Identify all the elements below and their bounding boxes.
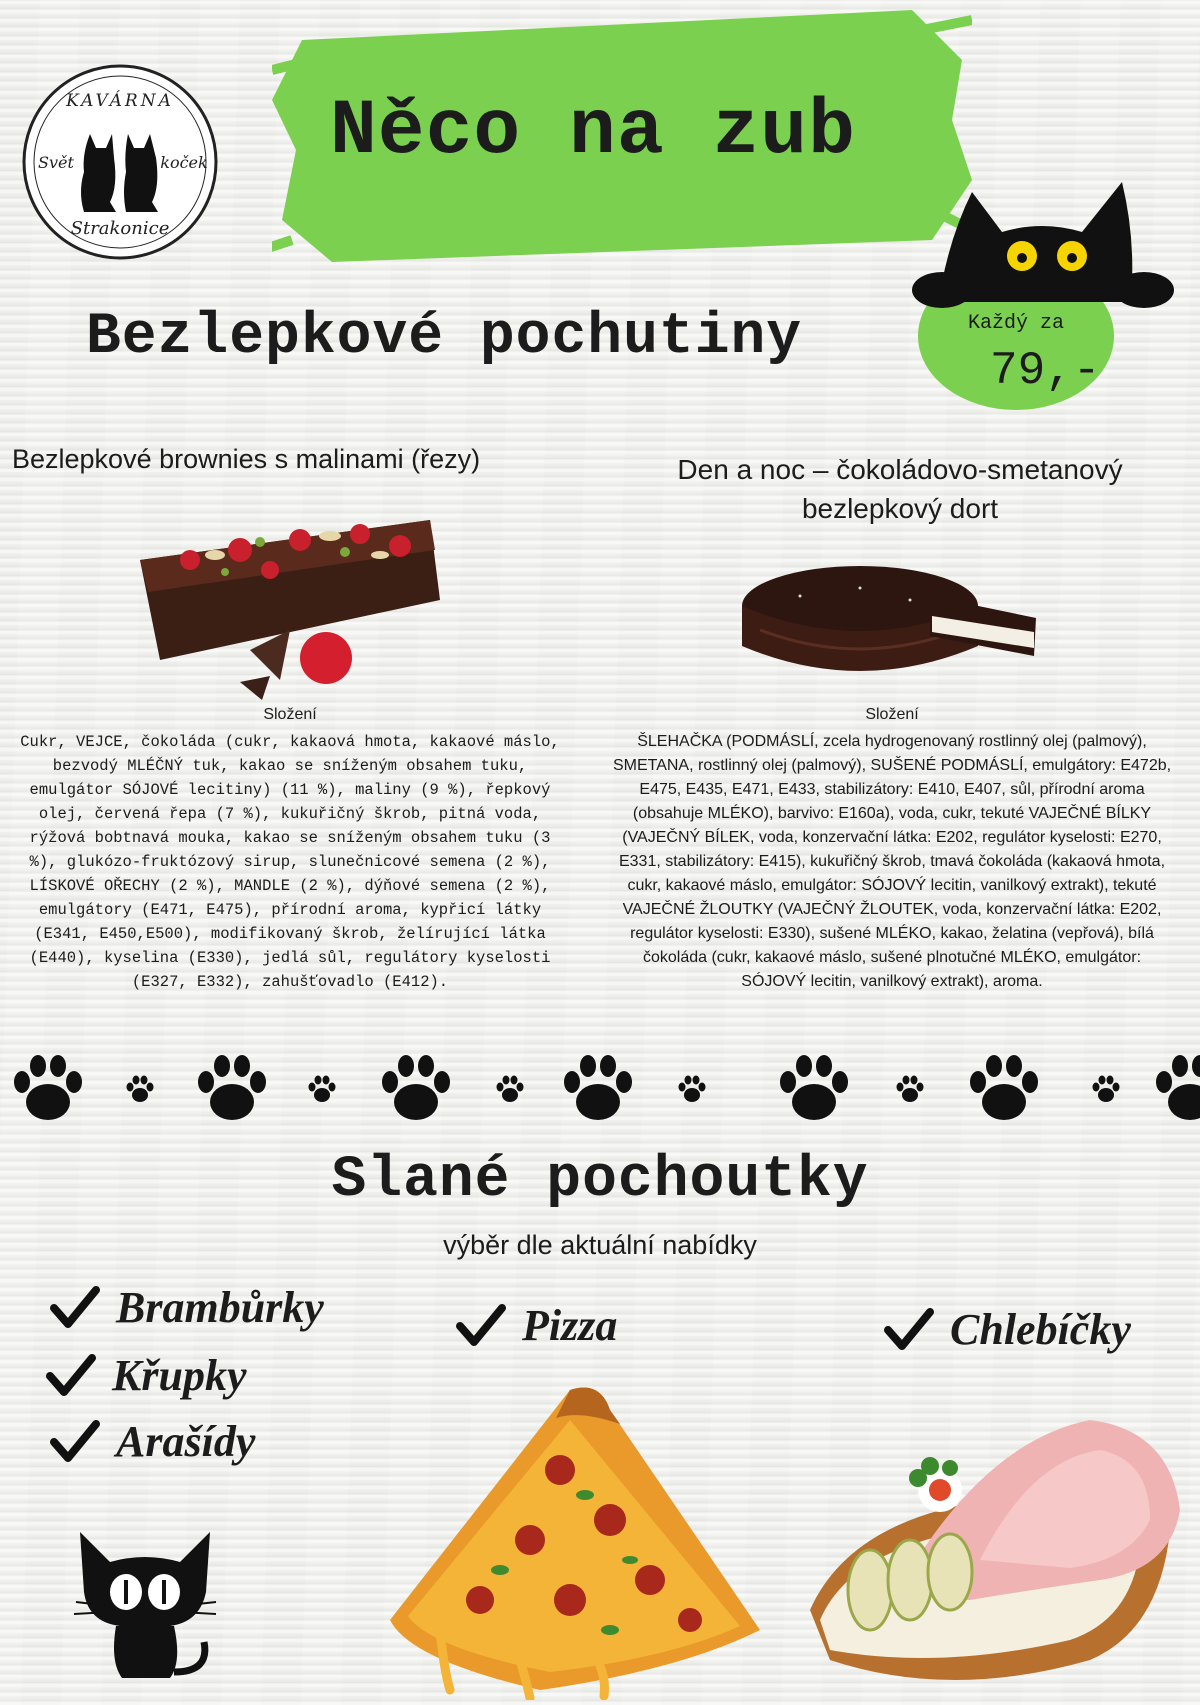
paw-icon (679, 1076, 706, 1103)
section-subtitle: výběr dle aktuální nabídky (443, 1230, 757, 1260)
logo-right-text: koček (160, 153, 208, 172)
paw-icon (780, 1055, 848, 1120)
paw-icon (1156, 1055, 1200, 1120)
page-title: Něco na zub (330, 88, 856, 176)
snack-label: Brambůrky (116, 1283, 324, 1332)
composition-text-brownies: Cukr, VEJCE, čokoláda (cukr, kakaová hmota, kakaové máslo, bezvodý MLÉČNÝ tuk, kakao se sníženým obsahem tuku, emulgátor SÓJOVÉ lecitiny) (11 %), maliny (9 %), řepkový olej, červená řepa (7 %), kukuřičný škrob, pitná voda, rýžová bobtnavá mouka, kakao se sníženým obsahem tuku (3 %), glukózo-fruktózový sirup, slunečnicové semena (2 %), LÍSKOVÉ OŘECHY (2 %), MANDLE (2 %), dýňové semena (2 %), emulgátory (E471, E475), přírodní aroma, kypřicí látky (E341, E450,E500), modifikovaný škrob, želírující látka (E440), kyselina (E330), jedlá sůl, regulátory kyselosti (E327, E332), zahušťovadlo (E412). (20, 733, 560, 991)
paw-icon (497, 1076, 524, 1103)
checkmark-icon (50, 1286, 100, 1330)
paw-print-divider (0, 1040, 1200, 1140)
logo-top-text: KAVÁRNA (66, 91, 174, 111)
paw-icon (198, 1055, 266, 1120)
snack-item (456, 1300, 617, 1351)
paw-icon (309, 1076, 336, 1103)
snack-label: Křupky (112, 1351, 247, 1400)
checkmark-icon (50, 1420, 100, 1464)
composition-text-cake: ŠLEHAČKA (PODMÁSLÍ, zcela hydrogenovaný rostlinný olej (palmový), SMETANA, rostlinný olej (palmový), SUŠENÉ PODMÁSLÍ, emulgátory: E472b, E475, E435, E471, E433, stabilizátory: E410, E407, sůl, přírodní aroma (obsahuje MLÉKO), barvivo: E160a), voda, cukr, tekuté VAJEČNÉ BÍLKY (VAJEČNÝ BÍLEK, voda, konzervační látka: E202, regulátor kyselosti: E270, E331, stabilizátory: E415), kukuřičný škrob, tmavá čokoláda (kakaová hmota, cukr, kakaové máslo, emulgátor: SÓJOVÝ lecitin, vanilkový extrakt), tekuté VAJEČNÉ ŽLOUTKY (VAJEČNÝ ŽLOUTEK, voda, konzervační látka: E202, regulátor kyselosti: E330), sušené MLÉKO, kakao, želatina (vepřová), bílá čokoláda (cukr, kakaové máslo, sušené plnotučné MLÉKO, emulgátor: SÓJOVÝ lecitin, vanilkový extrakt), aroma. (612, 733, 1172, 990)
item-title-cake: Den a noc – čokoládovo-smetanový bezlepkový dort (677, 454, 1123, 524)
price-value: 79,- (990, 345, 1101, 397)
price-prefix: Každý za (968, 312, 1065, 335)
open-sandwich-image (790, 1400, 1190, 1690)
peeking-cat-icon (912, 172, 1174, 312)
cake-image (740, 556, 1040, 686)
checkmark-icon (456, 1304, 506, 1348)
paw-icon (1093, 1076, 1120, 1103)
composition-label: Složení (263, 706, 317, 723)
paw-icon (897, 1076, 924, 1103)
composition-label: Složení (865, 706, 919, 723)
cafe-logo (20, 62, 220, 262)
snack-label: Chlebíčky (950, 1305, 1131, 1354)
section-title-gluten-free: Bezlepkové pochutiny (86, 305, 803, 370)
paw-icon (564, 1055, 632, 1120)
snack-label: Arašídy (116, 1417, 256, 1466)
snack-label: Pizza (522, 1301, 618, 1350)
snack-item (46, 1350, 246, 1401)
paw-icon (127, 1076, 154, 1103)
brownie-image (130, 500, 450, 710)
item-title-brownies: Bezlepkové brownies s malinami (řezy) (12, 444, 481, 474)
paw-icon (382, 1055, 450, 1120)
logo-bottom-text: Strakonice (70, 218, 170, 239)
snack-item (50, 1282, 324, 1333)
checkmark-icon (46, 1354, 96, 1398)
logo-left-text: Svět (38, 153, 74, 172)
sitting-cat-icon (70, 1522, 220, 1682)
snack-item (884, 1304, 1131, 1355)
paw-icon (14, 1055, 82, 1120)
pizza-image (380, 1380, 770, 1700)
checkmark-icon (884, 1308, 934, 1352)
snack-item (50, 1416, 255, 1467)
paw-icon (970, 1055, 1038, 1120)
section-title-savory: Slané pochoutky (331, 1148, 869, 1213)
